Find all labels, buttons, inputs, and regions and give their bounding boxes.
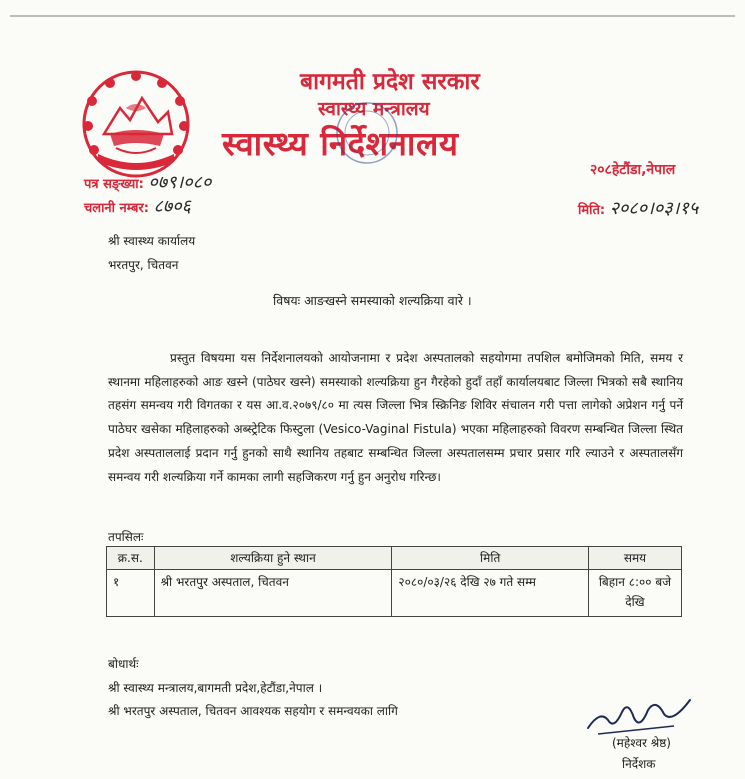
cell-time: बिहान ८:०० बजे देखि <box>588 570 681 617</box>
date-label: मिति: <box>578 203 606 218</box>
office-address: २०८हेटौंडा,नेपाल <box>590 162 676 178</box>
signatory-name: (महेश्वर श्रेष्ठ) <box>612 736 671 750</box>
date-value: २०८०।०३।१५ <box>609 198 699 219</box>
signatory-title: निर्देशक <box>622 757 656 771</box>
cc-item-ministry: श्री स्वास्थ्य मन्त्रालय,बागमती प्रदेश,हेटौंडा,नेपाल । <box>108 681 323 695</box>
column-header-time: समय <box>588 547 681 570</box>
subject-line: विषयः आङखस्ने समस्याको शल्यक्रिया वारे । <box>273 293 472 308</box>
cell-date: २०८०/०३/२६ देखि २७ गते सम्म <box>392 570 588 617</box>
letter-number-label: पत्र सङ्ख्या: <box>84 177 144 192</box>
dispatch-number-label: चलानी नम्बर: <box>84 201 149 216</box>
letter-number-value: ०७९।०८० <box>148 172 212 193</box>
details-label: तपसिलः <box>108 530 144 544</box>
cc-label: बोधार्थः <box>108 657 139 671</box>
cell-serial: १ <box>107 570 155 617</box>
directorate-heading: स्वास्थ्य निर्देशनालय <box>222 124 459 163</box>
scan-edge-line <box>10 15 735 17</box>
column-header-place: शल्यक्रिया हुने स्थान <box>154 547 392 570</box>
ministry-heading: स्वास्थ्य मन्त्रालय <box>318 98 430 120</box>
column-header-serial: क्र.स. <box>107 547 155 570</box>
recipient-location: भरतपुर, चितवन <box>108 258 179 272</box>
nepal-emblem-icon <box>80 68 192 180</box>
dispatch-number-row <box>84 194 191 218</box>
cell-place: श्री भरतपुर अस्पताल, चितवन <box>154 570 392 617</box>
date-row <box>578 196 698 220</box>
column-header-date: मिति <box>392 547 588 570</box>
office-stamp-icon <box>305 95 425 170</box>
schedule-table <box>106 546 682 617</box>
table-header-row <box>107 547 682 570</box>
table-row <box>107 570 682 617</box>
cc-item-hospital: श्री भरतपुर अस्पताल, चितवन आवश्यक सहयोग र समन्वयका लागि <box>108 704 398 718</box>
recipient-office: श्री स्वास्थ्य कार्यालय <box>108 234 196 248</box>
letter-number-row <box>84 170 211 194</box>
dispatch-number-value: ८७०६ <box>153 196 191 217</box>
letter-body <box>108 347 683 489</box>
province-government-heading: बागमती प्रदेश सरकार <box>300 69 480 95</box>
letter-body-text: प्रस्तुत विषयमा यस निर्देशनालयको आयोजनामा र प्रदेश अस्पतालको सहयोगमा तपशिल बमोजिमको मिति, समय र स्थानमा महिलाहरुको आङ खस्ने (पाठेघर खस्ने) समस्याको शल्यक्रिया हुन गैरहेको हुदाँ तहाँ कार्यालयबाट जिल्ला भित्रको सबै स्थानिय तहसंग समन्वय गरी विगतका र यस आ.व.२०७९/८० मा त्यस जिल्ला भित्र स्क्रिनिङ शिविर संचालन गरी पत्ता लागेको अप्रेशन गर्नु पर्ने पाठेघर खसेका महिलाहरुको अब्स्ट्रेटिक फिस्टुला (Vesico-Vaginal Fistula) भएका महिलाहरुको विवरण सम्बन्धित जिल्ला स्थित प्रदेश अस्पताललाई प्रदान गर्नु हुनको साथै स्थानिय तहबाट सम्बन्धित जिल्ला अस्पतालसम्म प्रचार प्रसार गरि ल्याउने र अस्पतालसँग समन्वय गरी शल्यक्रिया गर्ने कामका लागी सहजिकरण गर्नु हुन अनुरोध गरिन्छ। <box>108 351 683 484</box>
signature-icon <box>578 690 698 740</box>
